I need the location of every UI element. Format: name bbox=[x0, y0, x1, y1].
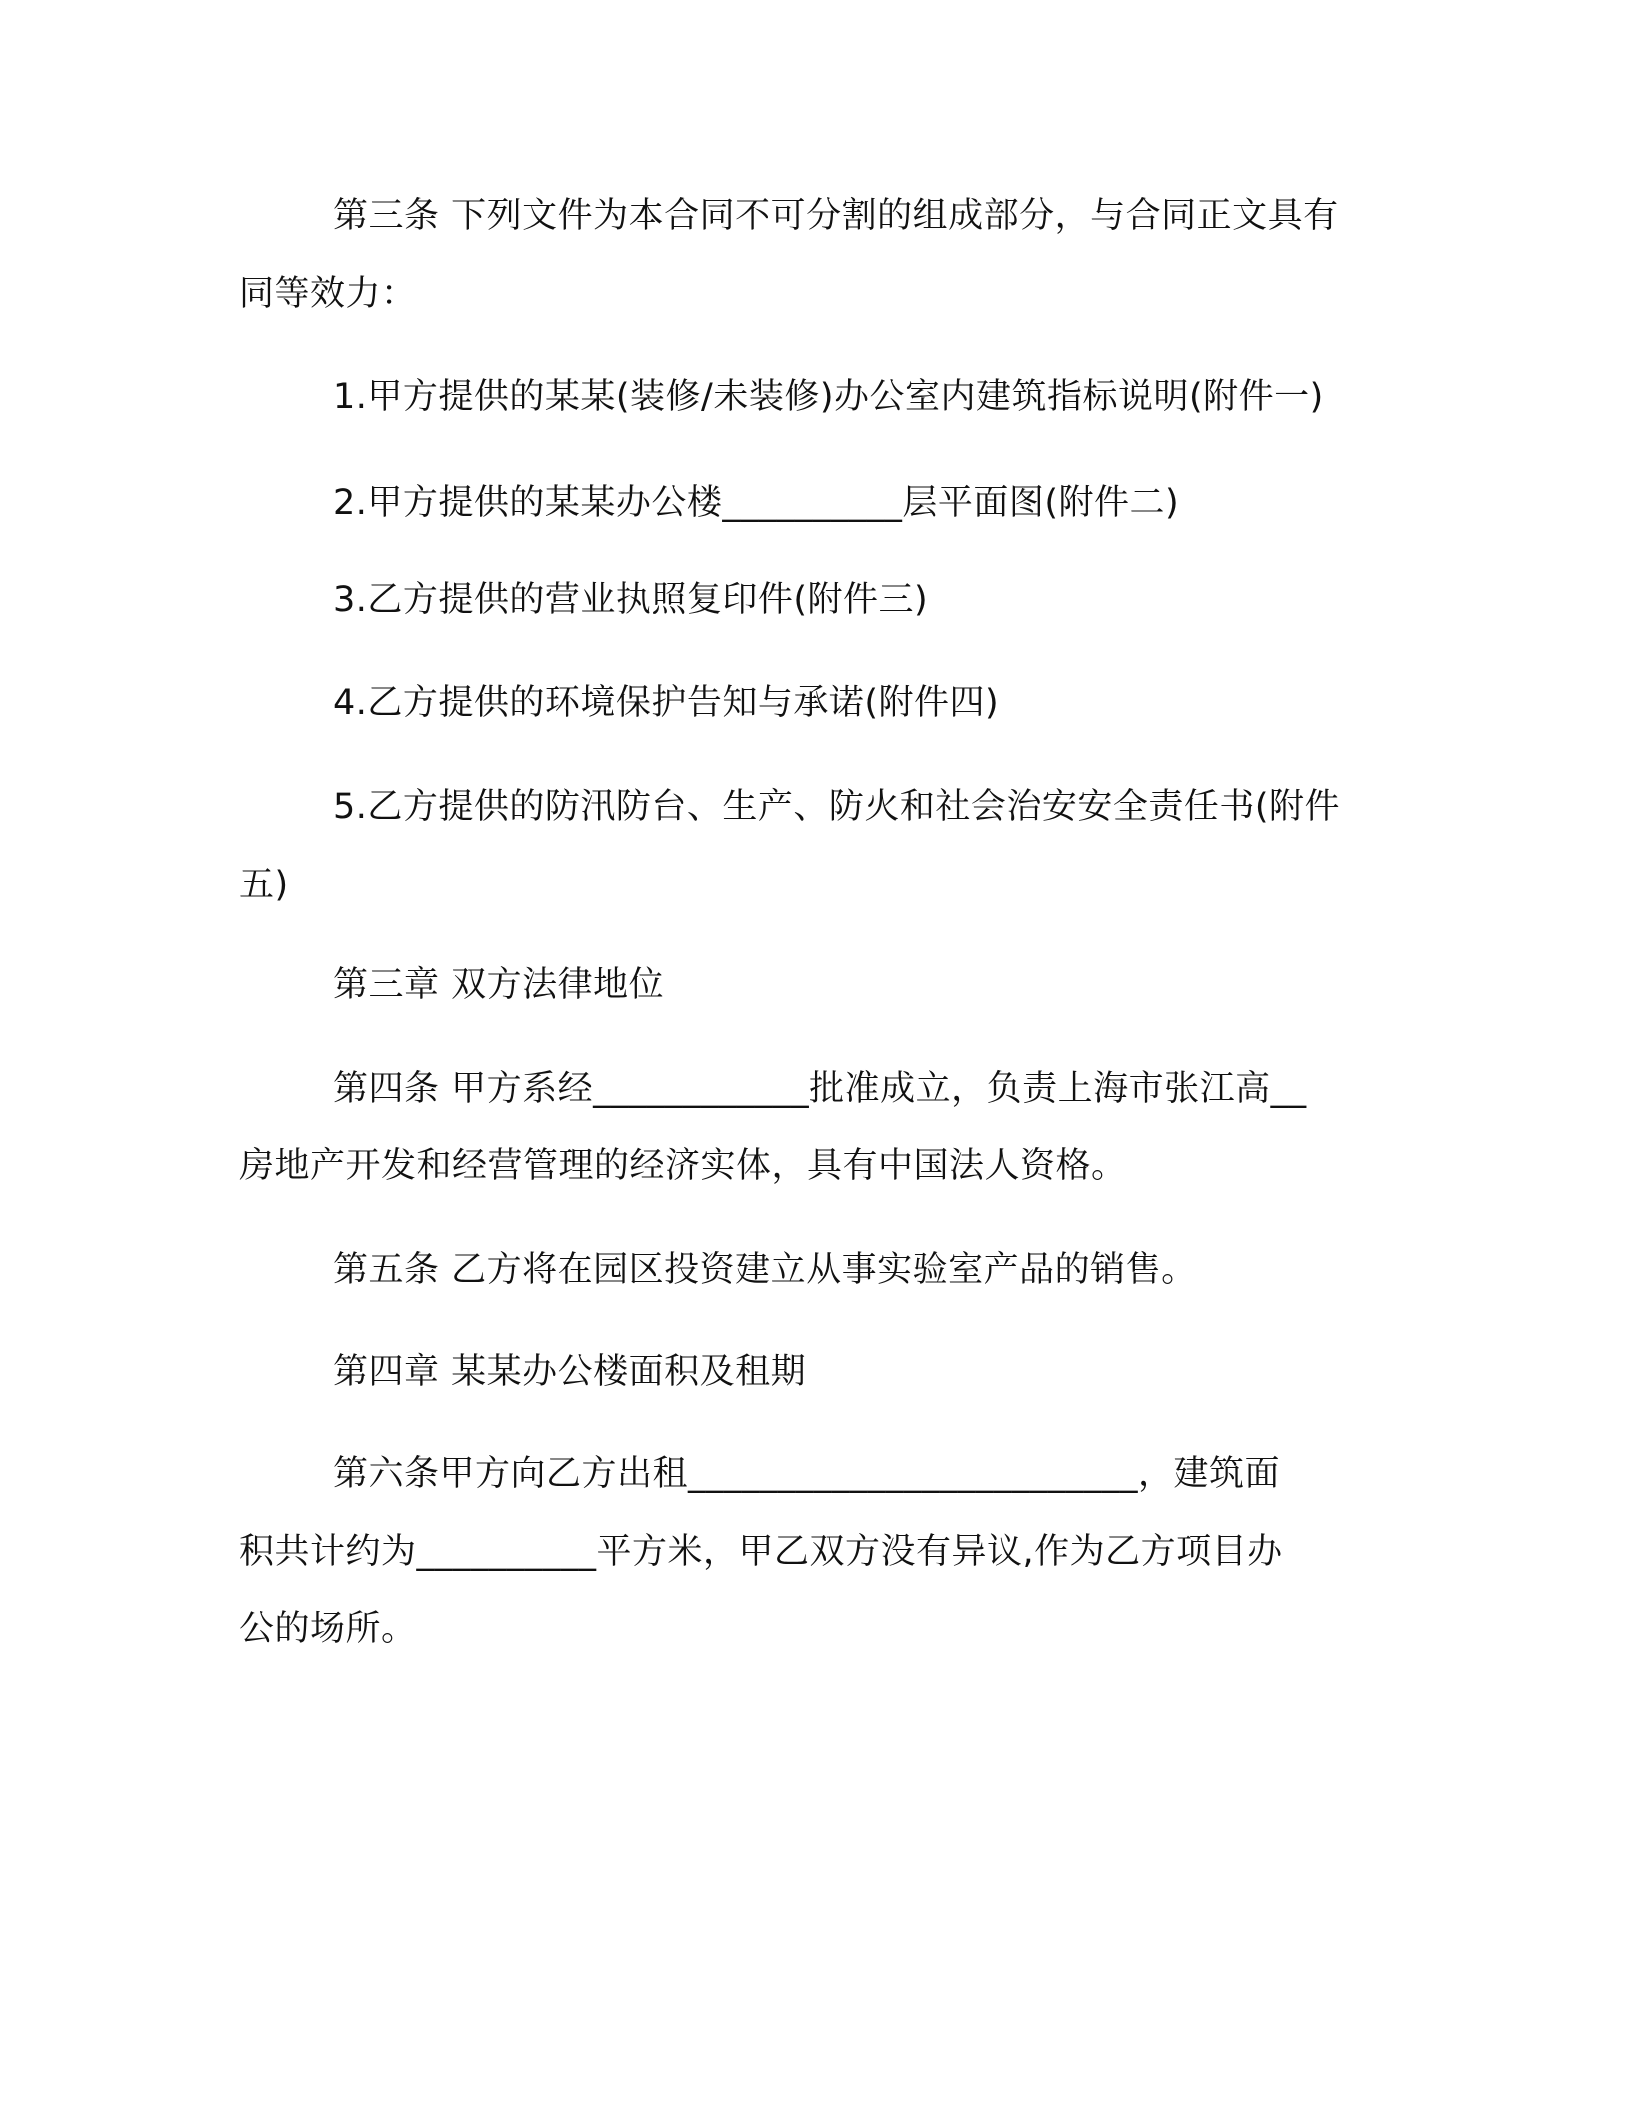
list-item-1: 1.甲方提供的某某(装修/未装修)办公室内建筑指标说明(附件一) bbox=[333, 377, 1324, 417]
list-item-5-line-2: 五) bbox=[239, 865, 289, 905]
list-item-4: 4.乙方提供的环境保护告知与承诺(附件四) bbox=[333, 683, 1000, 723]
list-item-2: 2.甲方提供的某某办公楼__________层平面图(附件二) bbox=[333, 483, 1180, 523]
article-3-line-2: 同等效力： bbox=[239, 274, 417, 314]
list-item-5-line-1: 5.乙方提供的防汛防台、生产、防火和社会治安安全责任书(附件 bbox=[333, 787, 1341, 827]
chapter-4-heading: 第四章 某某办公楼面积及租期 bbox=[333, 1352, 807, 1392]
article-5: 第五条 乙方将在园区投资建立从事实验室产品的销售。 bbox=[333, 1250, 1197, 1290]
article-6-line-1: 第六条甲方向乙方出租_________________________，建筑面 bbox=[333, 1454, 1281, 1494]
article-6-line-3: 公的场所。 bbox=[239, 1609, 417, 1649]
chapter-3-heading: 第三章 双方法律地位 bbox=[333, 965, 665, 1005]
list-item-3: 3.乙方提供的营业执照复印件(附件三) bbox=[333, 580, 929, 620]
article-3-line-1: 第三条 下列文件为本合同不可分割的组成部分，与合同正文具有 bbox=[333, 196, 1339, 236]
article-4-line-2: 房地产开发和经营管理的经济实体，具有中国法人资格。 bbox=[239, 1146, 1127, 1186]
article-4-line-1: 第四条 甲方系经____________批准成立，负责上海市张江高__ bbox=[333, 1069, 1307, 1109]
article-6-line-2: 积共计约为__________平方米，甲乙双方没有异议,作为乙方项目办 bbox=[239, 1532, 1283, 1572]
